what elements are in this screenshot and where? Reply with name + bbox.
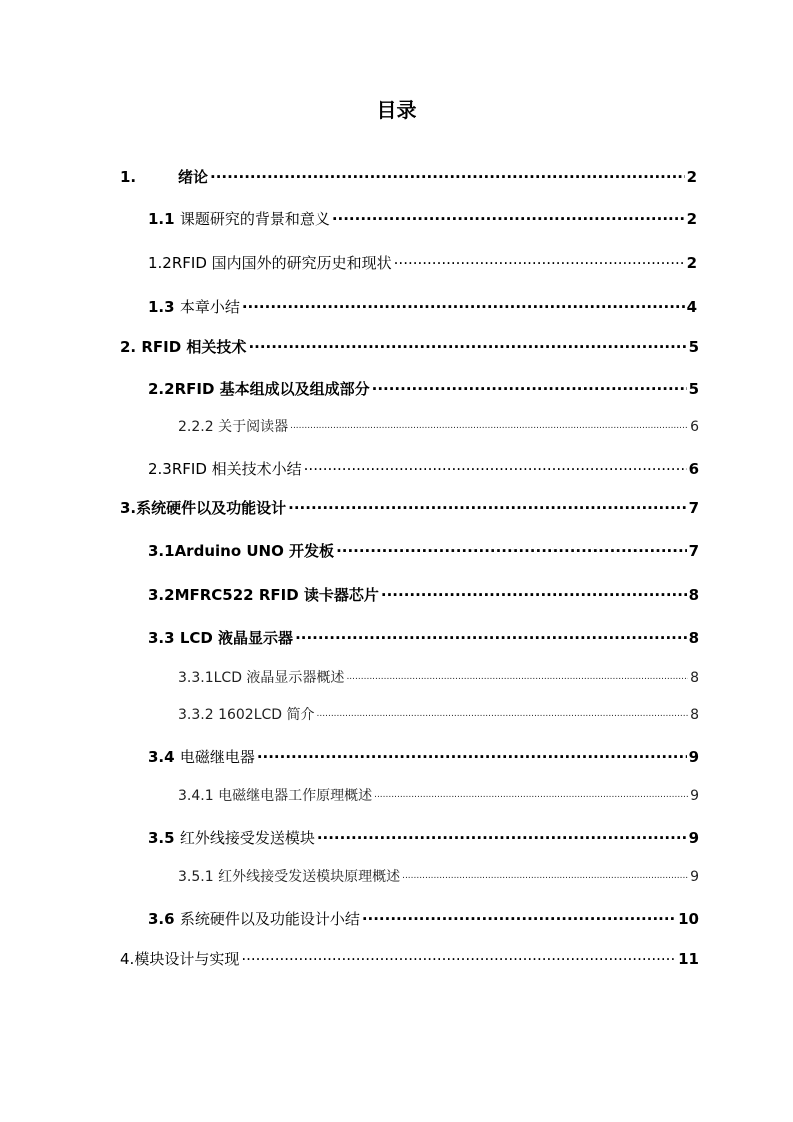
toc-number: 2.2.2: [178, 419, 214, 435]
toc-entry-2-3[interactable]: [148, 458, 699, 479]
toc-title: LCD 液晶显示器概述: [213, 670, 345, 686]
toc-title: 红外线接受发送模块: [179, 829, 315, 847]
toc-entry-4[interactable]: [120, 948, 699, 969]
toc-page-number: 9: [688, 829, 699, 847]
toc-number: 2.: [120, 338, 137, 356]
toc-title: 系统硬件以及功能设计小结: [179, 910, 360, 928]
dot-leader: [374, 786, 688, 800]
page-title: 目录: [376, 98, 417, 122]
toc-title: 课题研究的背景和意义: [179, 210, 330, 228]
dot-leader: [346, 668, 688, 682]
dot-leader: [372, 379, 687, 394]
toc-entry-3-3-1[interactable]: [178, 667, 699, 687]
toc-entry-3[interactable]: [120, 497, 699, 518]
dot-leader: [241, 949, 676, 964]
toc-title: RFID 国内国外的研究历史和现状: [171, 254, 392, 272]
toc-entry-3-4-1[interactable]: [178, 785, 699, 805]
toc-entry-3-3[interactable]: [148, 627, 699, 648]
toc-title: 绪论: [178, 168, 209, 186]
toc-page-number: 8: [690, 670, 699, 686]
toc-page-number: 5: [688, 338, 699, 356]
dot-leader: [332, 209, 685, 224]
toc-entry-2[interactable]: [120, 336, 699, 357]
toc-entry-3-3-2[interactable]: [178, 704, 699, 724]
toc-title: LCD 液晶显示器: [179, 629, 294, 647]
toc-title: 电磁继电器工作原理概述: [218, 788, 373, 804]
toc-title: RFID 基本组成以及组成部分: [174, 380, 370, 398]
toc-entry-1-3[interactable]: [148, 296, 697, 317]
dot-leader: [394, 253, 685, 268]
toc-number: 3.5: [148, 829, 175, 847]
toc-entry-3-5[interactable]: [148, 827, 699, 848]
toc-title: 红外线接受发送模块原理概述: [218, 869, 401, 885]
toc-title: RFID 相关技术小结: [171, 460, 302, 478]
dot-leader: [248, 337, 686, 352]
dot-leader: [288, 498, 686, 513]
toc-page-number: 2: [686, 210, 697, 228]
dot-leader: [290, 417, 688, 431]
toc-title: 模块设计与实现: [134, 950, 240, 968]
toc-page-number: 9: [688, 748, 699, 766]
toc-entry-3-4[interactable]: [148, 746, 699, 767]
dot-leader: [242, 297, 685, 312]
toc-number: 3.3.1: [178, 670, 214, 686]
toc-entry-3-2[interactable]: [148, 584, 699, 605]
toc-page-number: 5: [688, 380, 699, 398]
toc-title: 关于阅读器: [218, 419, 289, 435]
dot-leader: [362, 909, 676, 924]
toc-number: 4.: [120, 950, 135, 968]
toc-entry-1-1[interactable]: [148, 208, 697, 229]
dot-leader: [381, 585, 687, 600]
toc-entry-3-6[interactable]: [148, 908, 699, 929]
toc-number: 1.2: [148, 254, 172, 272]
toc-number: 3.3.2: [178, 707, 214, 723]
toc-page-number: 2: [686, 254, 697, 272]
toc-entry-3-5-1[interactable]: [178, 866, 699, 886]
toc-entry-2-2[interactable]: [148, 378, 699, 399]
toc-page-number: 4: [686, 298, 697, 316]
toc-number: 3.: [120, 499, 137, 517]
toc-page-number: 7: [688, 499, 699, 517]
toc-page-number: 6: [690, 419, 699, 435]
toc-page-number: 8: [688, 586, 699, 604]
dot-leader: [257, 747, 687, 762]
toc-title: RFID 相关技术: [141, 338, 247, 356]
toc-number: 2.2: [148, 380, 175, 398]
toc-page-number: 9: [690, 869, 699, 885]
toc-number: 1.3: [148, 298, 175, 316]
dot-leader: [402, 867, 688, 881]
toc-title: 电磁继电器: [179, 748, 255, 766]
dot-leader: [317, 828, 687, 843]
toc-number: 3.1: [148, 542, 175, 560]
toc-number: 3.5.1: [178, 869, 214, 885]
toc-number: 3.6: [148, 910, 175, 928]
toc-title: 1602LCD 简介: [218, 707, 315, 723]
toc-number: 3.3: [148, 629, 175, 647]
toc-page-number: 10: [678, 910, 699, 928]
toc-page-number: 8: [690, 707, 699, 723]
dot-leader: [317, 705, 689, 719]
toc-title: 本章小结: [179, 298, 240, 316]
toc-page-number: 11: [678, 950, 699, 968]
dot-leader: [210, 167, 685, 182]
dot-leader: [295, 628, 687, 643]
toc-number: 1.1: [148, 210, 175, 228]
toc-title: Arduino UNO 开发板: [174, 542, 335, 560]
toc-page-number: 6: [688, 460, 699, 478]
dot-leader: [336, 541, 687, 556]
toc-number: 1.: [120, 168, 137, 186]
toc-number: 3.4.1: [178, 788, 214, 804]
toc-number: 2.3: [148, 460, 172, 478]
toc-title: MFRC522 RFID 读卡器芯片: [174, 586, 379, 604]
toc-entry-2-2-2[interactable]: [178, 416, 699, 436]
dot-leader: [304, 459, 687, 474]
toc-title: 系统硬件以及功能设计: [136, 499, 287, 517]
toc-page-number: 2: [686, 168, 697, 186]
toc-page-number: 8: [688, 629, 699, 647]
toc-entry-1-2[interactable]: [148, 252, 697, 273]
toc-entry-1[interactable]: [120, 166, 697, 187]
toc-entry-3-1[interactable]: [148, 540, 699, 561]
toc-number: 3.4: [148, 748, 175, 766]
toc-number: 3.2: [148, 586, 175, 604]
toc-page-number: 7: [688, 542, 699, 560]
toc-page-number: 9: [690, 788, 699, 804]
